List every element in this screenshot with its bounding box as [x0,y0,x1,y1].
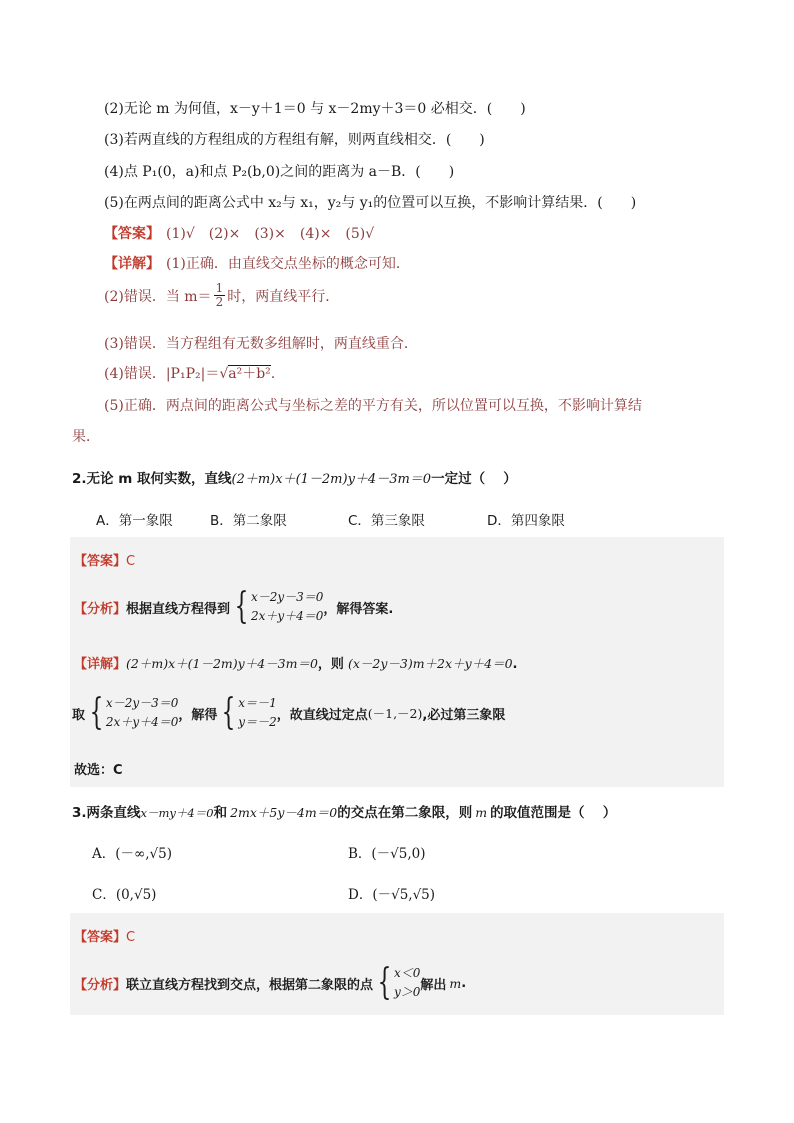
q2-analysis-pre: 根据直线方程得到 [126,601,231,617]
q3-var: m [475,805,488,820]
q3-stem-pre: 3.两条直线 [72,805,141,821]
prev-answer [104,223,374,243]
q2-option-d: D．第四象限 [487,513,565,529]
q2-stem-post: 一定过（ ） [431,471,517,487]
q3-analysis [74,964,466,1002]
system-eq-1: x－2y－3＝0 [105,696,179,710]
detail-text-2-pre: (2)错误．当 m＝ [104,288,212,305]
q3-answer [74,926,135,945]
q3-option-a: A．(－∞,√5) [92,846,173,862]
radicand: a²＋b² [228,366,271,382]
system-eq-2: 2x＋y＋4＝0 [250,609,324,623]
q2-detail-end: . [512,657,518,672]
q2-analysis-tag: 【分析】 [74,601,127,617]
prev-detail-5a: (5)正确．两点间的距离公式与坐标之差的平方有关，所以位置可以互换，不影响计算结 [104,398,642,414]
q3-analysis-var: m [449,975,462,991]
answer-tag: 【答案】 [104,226,160,242]
q2-take [72,694,505,732]
q2-line-equation: (2＋m)x＋(1－2m)y＋4－3m＝0 [231,472,432,487]
q2-take-label: 取 [72,707,86,723]
statement-2: (2)无论 m 为何值，x－y＋1＝0 与 x－2my＋3＝0 必相交．( ) [104,101,526,117]
prev-detail-3: (3)错误．当方程组有无数多组解时，两直线重合． [104,336,418,352]
q2-answer-tag: 【答案】 [74,554,127,569]
q2-stem-pre: 2.无论 m 取何实数，直线 [72,471,232,487]
q2-fixed-point: (－1,－2) [367,706,423,721]
q3-and: 和 [213,805,228,821]
statement-5: (5)在两点间的距离公式中 x₂与 x₁，y₂与 y₁的位置可以互换，不影响计算结果．( ) [104,195,637,211]
brace-icon: { [221,692,236,733]
fraction-numerator: 1 [215,281,224,295]
prev-detail-2 [104,282,339,309]
q2-analysis [74,588,393,626]
q2-option-c: C．第三象限 [348,513,425,529]
q2-option-a: A．第一象限 [96,513,173,529]
q3-stem-post: 的取值范围是（ ） [490,805,617,821]
prev-detail-5b: 果． [72,429,100,445]
q2-solution-system [217,694,276,732]
prev-detail-1 [104,253,410,273]
prev-detail-4 [104,363,275,383]
condition-x: x＜0 [393,966,421,980]
q2-answer [74,550,135,569]
statement-4: (4)点 P₁(0，a)和点 P₂(b,0)之间的距离为 a－B．( ) [104,164,455,180]
q3-eq2: 2mx＋5y－4m＝0 [230,805,338,820]
q2-detail-eq2: (x－2y－3)m＋2x＋y＋4＝0 [347,656,513,671]
statement-3: (3)若两直线的方程组成的方程组有解，则两直线相交．( ) [104,132,485,148]
q2-analysis-system [230,588,323,626]
detail-text-2-post: 时，两直线平行． [227,288,340,305]
q3-option-d: D．(－√5,√5) [348,887,436,903]
q3-stem [72,801,616,821]
fraction-one-half [214,282,226,309]
solution-x: x＝－1 [238,696,277,710]
q3-option-b: B．(－√5,0) [348,846,426,862]
q3-solution-box [70,913,724,1015]
system-eq-1: x－2y－3＝0 [250,590,324,604]
q2-conclusion-pre: ，故直线过定点 [276,707,368,723]
q2-option-b: B．第二象限 [210,513,287,529]
q3-answer-tag: 【答案】 [74,930,127,945]
q2-detail-tag: 【详解】 [74,657,127,672]
q2-detail [74,653,518,672]
fraction-denominator: 2 [215,295,224,309]
detail-text-4-post: . [270,366,276,382]
q2-solve-label: ，解得 [178,707,218,723]
q2-stem [72,467,517,487]
answer-value: (1)√ (2)× (3)× (4)× (5)√ [166,226,375,242]
q2-choose: 故选：C [74,763,123,778]
detail-tag: 【详解】 [104,256,160,272]
q3-analysis-tag: 【分析】 [74,977,127,993]
q3-analysis-system [373,964,420,1002]
solution-y: y＝－2 [238,715,277,729]
detail-text-4-pre: (4)错误．|P₁P₂|＝√ [104,366,229,382]
q2-solution-box [70,537,724,787]
q3-analysis-post: 解出 [420,977,447,993]
q3-stem-mid: 的交点在第二象限，则 [337,805,473,821]
q2-take-system [85,694,178,732]
condition-y: y＞0 [393,985,421,999]
system-eq-2: 2x＋y＋4＝0 [105,715,179,729]
q2-detail-mid: ，则 [317,657,344,672]
q3-analysis-pre: 联立直线方程找到交点，根据第二象限的点 [126,977,374,993]
q2-analysis-post: ，解得答案. [323,601,394,617]
q3-answer-value: C [126,930,136,945]
q2-detail-eq1: (2＋m)x＋(1－2m)y＋4－3m＝0 [126,656,318,671]
brace-icon: { [89,692,104,733]
detail-text-1: (1)正确．由直线交点坐标的概念可知． [166,256,410,272]
brace-icon: { [377,962,392,1003]
q3-analysis-end: . [461,975,467,991]
q2-answer-value: C [126,554,136,569]
brace-icon: { [234,586,249,627]
q2-conclusion-post: ,必过第三象限 [422,707,506,723]
q3-eq1: x－my＋4＝0 [140,806,214,820]
q3-option-c: C．(0,√5) [92,887,157,903]
